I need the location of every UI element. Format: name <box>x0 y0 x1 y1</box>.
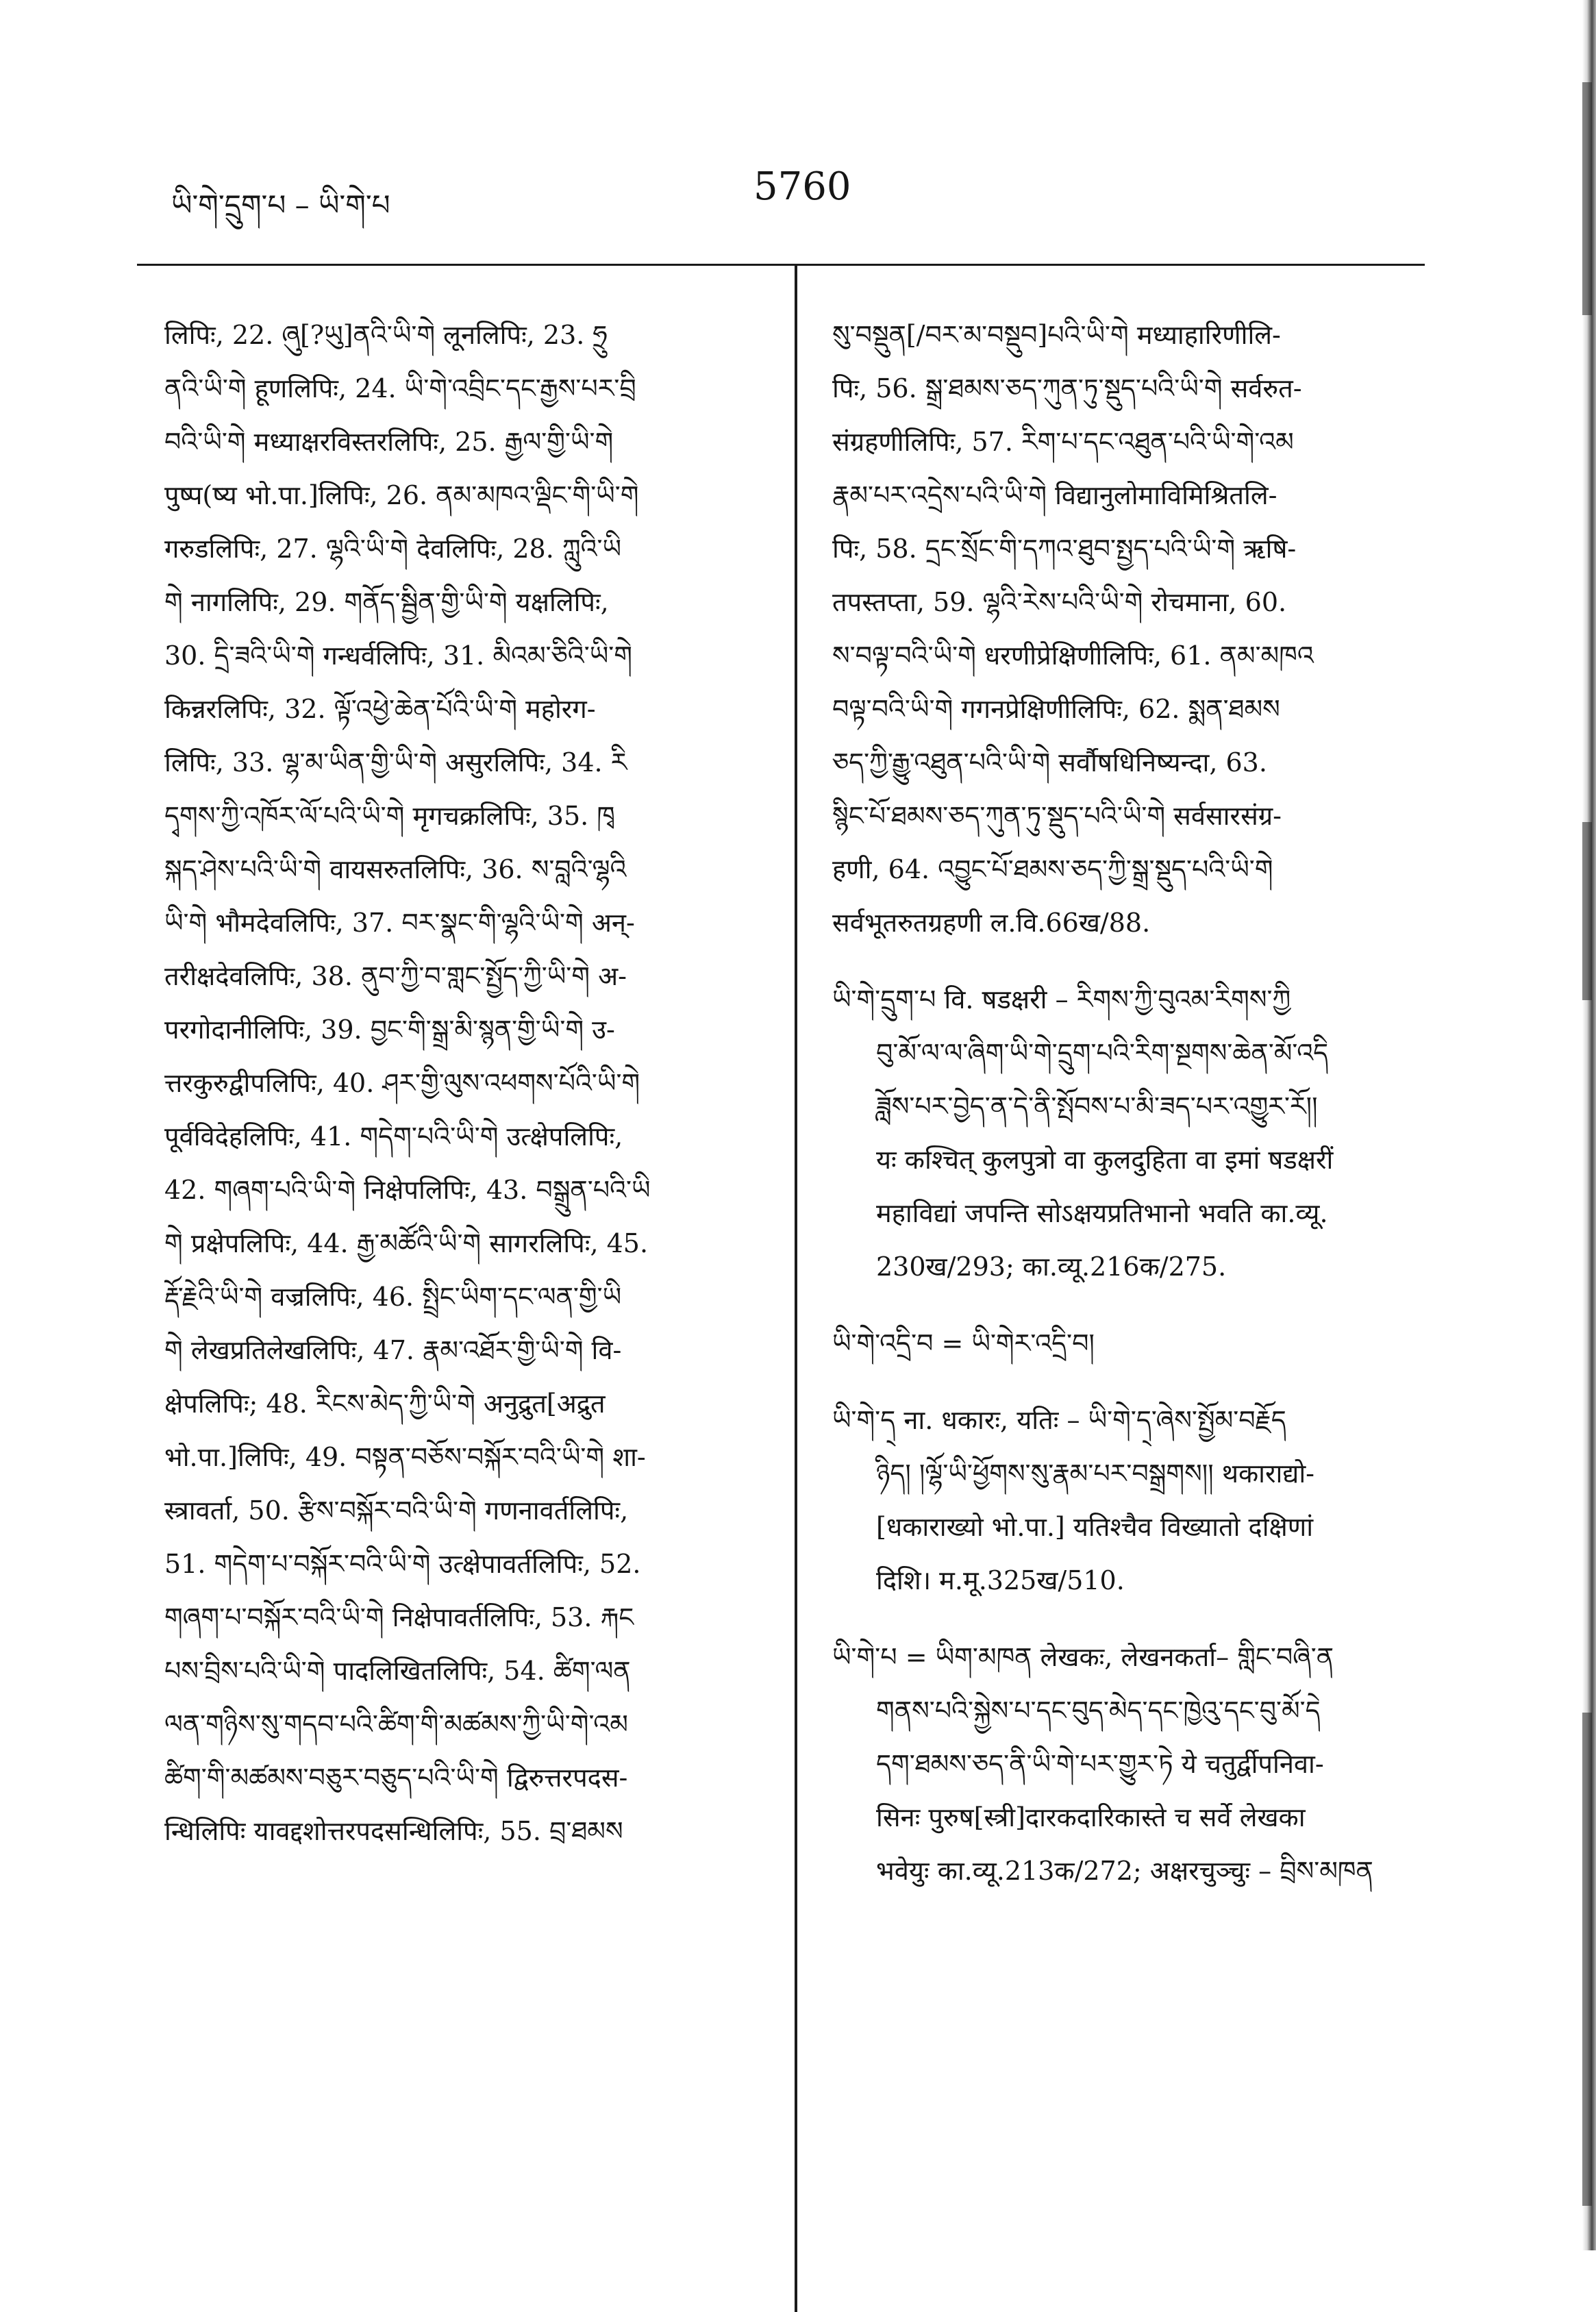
text-line: ཡི་གེ भौमदेवलिपिः, 37. བར་སྣང་གི་ལྷའི་ཡི་གེ अन्- <box>164 908 635 938</box>
text-line: རྡོ་རྗེའི་ཡི་གེ वज्रलिपिः, 46. སྤྲིང་ཡིག་དང་ལན་གྱི་ཡི <box>164 1282 622 1312</box>
text-line: གེ प्रक्षेपलिपिः, 44. རྒྱ་མཚོའི་ཡི་གེ सागरलिपिः, 45. <box>164 1228 649 1258</box>
dictionary-entry <box>832 308 1425 949</box>
text-line: लिपिः, 33. ལྷ་མ་ཡིན་གྱི་ཡི་གེ असुरलिपिः, 34. རི <box>164 747 627 778</box>
text-line: लिपिः, 22. ཞུ[?ཡུ]ནའི་ཡི་གེ लूनलिपिः, 23. ཧྲུ <box>164 320 608 350</box>
text-line: किन्नरलिपिः, 32. ལྟོ་འཕྱེ་ཆེན་པོའི་ཡི་གེ महोरग- <box>164 694 596 724</box>
text-line: གེ लेखप्रतिलेखलिपिः, 47. རྣམ་འཐོར་གྱི་ཡི་གེ वि- <box>164 1335 622 1365</box>
text-line: परगोदानीलिपिः, 39. བྱང་གི་སྒྲ་མི་སྙན་གྱི་ཡི་གེ उ- <box>164 1015 615 1045</box>
text-line: भो.पा.]लिपिः, 49. བསྟན་བཅོས་བསྐོར་བའི་ཡི་གེ शा- <box>164 1442 646 1472</box>
text-line: གཞག་པ་བསྐོར་བའི་ཡི་གེ निक्षेपावर्तलिपिः, 53. རྐང <box>164 1602 634 1632</box>
left-column <box>164 308 767 1858</box>
page-header <box>0 164 1596 222</box>
text-line: यः कश्चित् कुलपुत्रो वा कुलदुहिता वा इमां षडक्षरीं <box>876 1145 1334 1175</box>
dictionary-entry <box>832 1630 1425 1898</box>
text-line: སྐད་ཤེས་པའི་ཡི་གེ वायसरुतलिपिः, 36. ས་བླའི་ལྷའི <box>164 854 627 884</box>
text-line: བའི་ཡི་གེ मध्याक्षरविस्तरलिपिः, 25. རྒྱལ་གྱི་ཡི་གེ <box>164 427 614 457</box>
text-line: ཟློས་པར་བྱེད་ན་དེ་ནི་སྤོབས་པ་མི་ཟད་པར་འགྱུར་རོ།། <box>876 1091 1318 1121</box>
text-line: सिनः पुरुष[स्त्री]दारकदारिकास्ते च सर्वे लेखका <box>876 1802 1306 1832</box>
text-line: गरुडलिपिः, 27. ལྷའི་ཡི་གེ देवलिपिः, 28. ཀླུའི་ཡི <box>164 534 622 564</box>
text-line: ཡི་གེ་ད྄ ना. धकारः, यतिः – ཡི་གེ་ད྄་ཞེས་སྤྱོམ་བརྗོད <box>832 1405 1286 1435</box>
dictionary-entry <box>832 1393 1425 1607</box>
text-line: दिशि। म.मू.325ख/510. <box>876 1565 1125 1595</box>
text-line: སུ་བསྡུན[/བར་མ་བསྡུབ]པའི་ཡི་གེ मध्याहारिणीलि- <box>832 320 1281 350</box>
text-line: तपस्तप्ता, 59. ལྷའི་རེས་པའི་ཡི་གེ रोचमाना, 60. <box>832 587 1287 617</box>
text-line: [धकाराख्यो भो.पा.] यतिश्चैव विख्यातो दक्षिणां <box>876 1512 1314 1542</box>
text-line: सर्वभूतरुतग्रहणी ल.वि.66ख/88. <box>832 908 1151 938</box>
text-line: भवेयुः का.व्यू.213क/272; अक्षरचुञ्चुः – བྲིས་མཁན <box>876 1856 1373 1886</box>
text-line: བལྟ་བའི་ཡི་གེ गगनप्रेक्षिणीलिपिः, 62. སྨན་ཐམས <box>832 694 1280 724</box>
text-line: क्षेपलिपिः; 48. རིངས་མེད་ཀྱི་ཡི་གེ अनुद्रुत[अद्रुत <box>164 1389 606 1419</box>
text-line: 30. དྲི་ཟའི་ཡི་གེ गन्धर्वलिपिः, 31. མིའམ་ཅིའི་ཡི་གེ <box>164 641 632 671</box>
text-line: དྭགས་ཀྱི་འཁོར་ལོ་པའི་ཡི་གེ मृगचक्रलिपिः, 35. ཁྭ <box>164 801 615 831</box>
text-line: གནས་པའི་སྐྱེས་པ་དང་བུད་མེད་དང་ཁྱེའུ་དང་བུ་མོ་དེ <box>876 1695 1321 1726</box>
text-line: སྙིང་པོ་ཐམས་ཅད་ཀུན་ཏུ་སྡུད་པའི་ཡི་གེ सर्वसारसंग्र- <box>832 801 1282 831</box>
text-line: ཉིད། །ལྷོ་ཡི་ཕྱོགས་སུ་རྣམ་པར་བསྒྲགས།། थकाराद्यो- <box>876 1458 1315 1489</box>
page-number: 5760 <box>753 164 851 209</box>
running-head: ཡི་གེ་དྲུག་པ – ཡི་གེ་པ <box>171 188 390 222</box>
scan-edge-mark <box>1582 822 1592 1000</box>
text-line: བུ་མོ་ལ་ལ་ཞིག་ཡི་གེ་དྲུག་པའི་རིག་སྔགས་ཆེན་མོ་འདི <box>876 1038 1329 1068</box>
right-column <box>832 308 1425 1898</box>
text-line: ས་བལྟ་བའི་ཡི་གེ धरणीप्रेक्षिणीलिपिः, 61. ནམ་མཁའ <box>832 641 1314 671</box>
text-line: པས་བྲིས་པའི་ཡི་གེ पादलिखितलिपिः, 54. ཚིག་ལན <box>164 1656 631 1686</box>
text-line: རྣམ་པར་འདྲེས་པའི་ཡི་གེ विद्यानुलोमाविमिश्रितलि- <box>832 480 1277 510</box>
text-line: स्त्रावर्ता, 50. རྩིས་བསྐོར་བའི་ཡི་གེ गणनावर्तलिपिः, <box>164 1495 629 1526</box>
text-line: ཡི་གེ་འདྲི་བ = ཡི་གེར་འདྲི་བ། <box>832 1328 1095 1358</box>
text-line: हणी, 64. འབྱུང་པོ་ཐམས་ཅད་ཀྱི་སྒྲ་སྡུད་པའི་ཡི་གེ <box>832 854 1273 884</box>
text-line: ཚིག་གི་མཚམས་བཅུར་བཅུད་པའི་ཡི་གེ द्विरुत्तरपदस- <box>164 1763 628 1793</box>
header-rule <box>137 264 1425 266</box>
text-line: त्तरकुरुद्वीपलिपिः, 40. ཤར་གྱི་ལུས་འཕགས་པོའི་ཡི་གེ <box>164 1068 640 1098</box>
text-line: ཅད་ཀྱི་རྒྱུ་འཐུན་པའི་ཡི་གེ सर्वौषधिनिष्यन्दा, 63. <box>832 747 1267 778</box>
dictionary-entry <box>832 973 1425 1293</box>
text-line: ཡི་གེ་དྲུག་པ वि. षडक्षरी – རིགས་ཀྱི་བུའམ་རིགས་ཀྱི <box>832 984 1291 1015</box>
text-line: དག་ཐམས་ཅད་ནི་ཡི་གེ་པར་གྱུར་ཏེ ये चतुर्द्वीपनिवा- <box>876 1749 1324 1779</box>
column-separator <box>795 264 797 2312</box>
text-line: महाविद्यां जपन्ति सोऽक्षयप्रतिभानो भवति का.व्यू. <box>876 1198 1328 1228</box>
text-line: 51. གདེག་པ་བསྐོར་བའི་ཡི་གེ उत्क्षेपावर्तलिपिः, 52. <box>164 1549 641 1579</box>
text-line: ལན་གཉིས་སུ་གདབ་པའི་ཚིག་གི་མཚམས་ཀྱི་ཡི་གེ་འམ <box>164 1709 628 1739</box>
scan-edge-mark <box>1582 1713 1592 2206</box>
text-line: तरीक्षदेवलिपिः, 38. ནུབ་ཀྱི་བ་གླང་སྤྱོད་ཀྱི་ཡི་གེ अ- <box>164 961 627 991</box>
text-line: 230ख/293; का.व्यू.216क/275. <box>876 1252 1227 1282</box>
text-line: 42. གཞག་པའི་ཡི་གེ निक्षेपलिपिः, 43. བསྒྲུན་པའི་ཡི <box>164 1175 651 1205</box>
text-line: ཡི་གེ་པ = ཡིག་མཁན लेखकः, लेखनकर्ता– གླིང་བཞི་ན <box>832 1642 1334 1672</box>
text-line: ནའི་ཡི་གེ हूणलिपिः, 24. ཡི་གེ་འབྲིང་དང་རྒྱས་པར་བྲི <box>164 373 636 403</box>
text-line: पिः, 58. དྲང་སྲོང་གི་དཀའ་ཐུབ་སྤྱད་པའི་ཡི་གེ ऋषि- <box>832 534 1297 564</box>
text-line: संग्रहणीलिपिः, 57. རིག་པ་དང་འཐུན་པའི་ཡི་གེ་འམ <box>832 427 1294 457</box>
text-line: न्धिलिपिः यावद्दशोत्तरपदसन्धिलिपिः, 55. བྲ་ཐམས <box>164 1816 623 1846</box>
text-line: གེ नागलिपिः, 29. གནོད་སྦྱིན་གྱི་ཡི་གེ यक्षलिपिः, <box>164 587 609 617</box>
text-line: पिः, 56. སྒྲ་ཐམས་ཅད་ཀུན་ཏུ་སྡུད་པའི་ཡི་གེ सर्वरुत- <box>832 373 1302 403</box>
text-line: पुष्प(ष्य भो.पा.]लिपिः, 26. ནམ་མཁའ་ལྡིང་གི་ཡི་གེ <box>164 480 639 510</box>
text-line: पूर्वविदेहलिपिः, 41. གདེག་པའི་ཡི་གེ उत्क्षेपलिपिः, <box>164 1121 623 1152</box>
dictionary-entry <box>832 1317 1425 1370</box>
